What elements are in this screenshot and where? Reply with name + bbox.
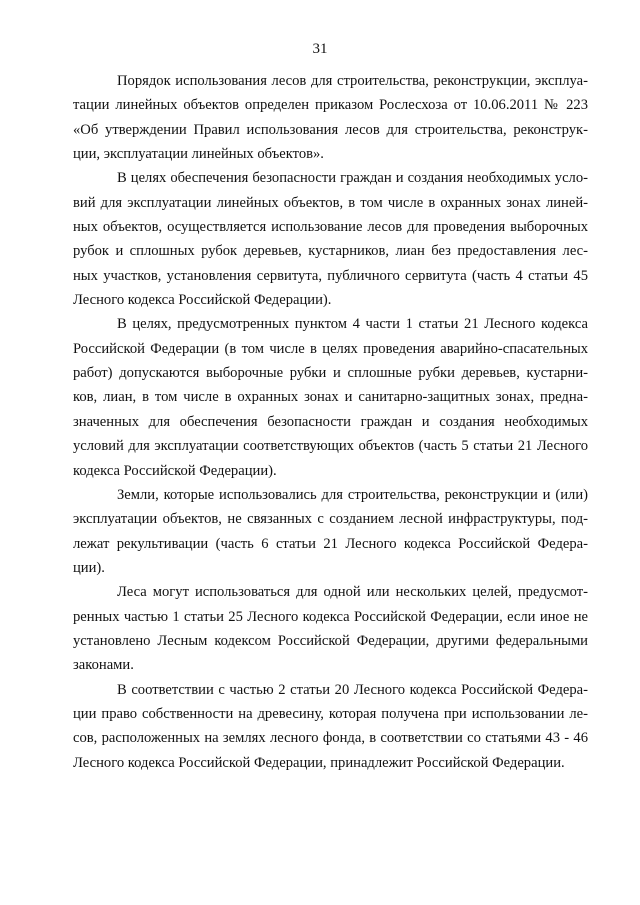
text-line: «Об утверждении Правил использования лесов для строительства, реконструк- [73,121,588,138]
text-line: условий для эксплуатации соответствующих объектов (часть 5 статьи 21 Лесного [73,438,588,455]
text-line: В целях, предусмотренных пунктом 4 части 1 статьи 21 Лесного кодекса [117,316,588,333]
text-line: работ) допускаются выборочные рубки и сплошные рубки деревьев, кустарни- [73,365,588,382]
text-line: ных участков, установления сервитута, публичного сервитута (часть 4 статьи 45 [73,267,588,284]
text-line: Российской Федерации (в том числе в целях проведения аварийно-спасательных [73,340,588,357]
text-line: ренных частью 1 статьи 25 Лесного кодекса Российской Федерации, если иное не [73,608,588,625]
text-line: эксплуатации объектов, не связанных с созданием лесной инфраструктуры, под- [73,511,588,528]
text-line: кодекса Российской Федерации). [73,462,277,479]
paragraph-4 [73,483,588,580]
text-line: В соответствии с частью 2 статьи 20 Лесного кодекса Российской Федера- [117,681,588,698]
text-line: Лесного кодекса Российской Федерации). [73,292,332,309]
text-line: законами. [73,657,134,674]
text-line: установлено Лесным кодексом Российской Федерации, другими федеральными [73,632,588,649]
page-number: 31 [312,41,328,57]
paragraph-3 [73,312,588,482]
text-line: значенных для обеспечения безопасности граждан и создания необходимых [73,413,588,430]
text-line: сов, расположенных на землях лесного фонда, в соответствии со статьями 43 - 46 [73,730,588,747]
text-line: Лесного кодекса Российской Федерации, принадлежит Российской Федерации. [73,754,565,771]
text-line: В целях обеспечения безопасности граждан и создания необходимых усло- [117,170,588,187]
text-line: ции право собственности на древесину, которая получена при использовании ле- [73,705,588,722]
text-line: Порядок использования лесов для строительства, реконструкции, эксплуа- [117,73,588,89]
text-line: ции, эксплуатации линейных объектов». [73,146,324,163]
text-line: рубок и сплошных рубок деревьев, кустарников, лиан без предоставления лес- [73,243,588,260]
text-line: вий для эксплуатации линейных объектов, в том числе в охранных зонах линей- [73,194,588,211]
paragraph-6 [73,678,588,775]
text-line: ции). [73,559,105,576]
text-line: Земли, которые использовались для строительства, реконструкции и (или) [117,486,588,503]
paragraph-5 [73,580,588,677]
text-line: ков, лиан, в том числе в охранных зонах и санитарно-защитных зонах, предна- [73,389,588,406]
paragraph-1 [73,69,588,166]
text-line: лежат рекультивации (часть 6 статьи 21 Лесного кодекса Российской Федера- [73,535,588,552]
text-line: ных объектов, осуществляется использование лесов для проведения выборочных [73,219,588,236]
paragraph-2 [73,166,588,312]
document-body [73,69,588,775]
text-line: тации линейных объектов определен приказом Рослесхоза от 10.06.2011 № 223 [73,97,588,114]
text-line: Леса могут использоваться для одной или нескольких целей, предусмот- [117,584,588,601]
